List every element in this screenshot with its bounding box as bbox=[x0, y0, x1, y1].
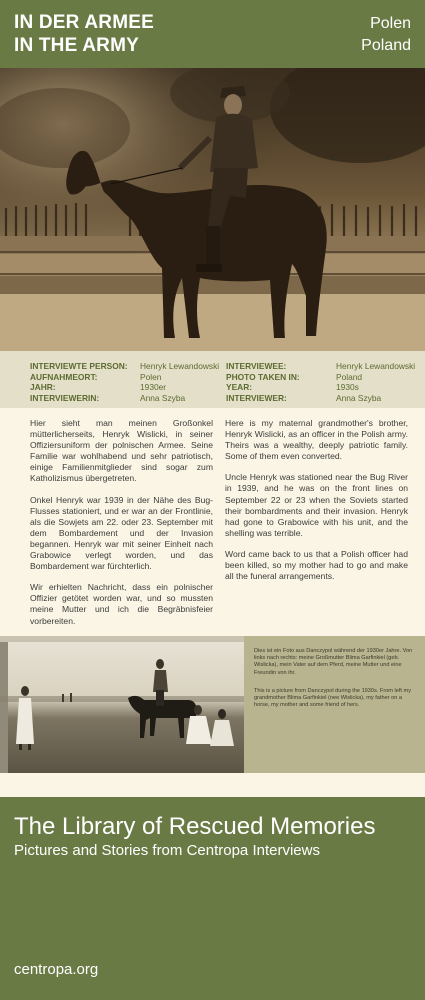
meta-row bbox=[226, 382, 415, 393]
meta-label: INTERVIEWTE PERSON: bbox=[30, 361, 128, 371]
meta-value: Poland bbox=[336, 371, 363, 382]
meta-label: INTERVIEWEE: bbox=[226, 361, 287, 371]
officer-on-horse-photo bbox=[0, 68, 425, 351]
meta-value: 1930s bbox=[336, 382, 359, 392]
story-paragraph: Onkel Henryk war 1939 in der Nähe des Bug-Flusses stationiert, und er war an der Frontlinie, als die Sowjets am 22. oder 23. September mit dem Bombardement und der Invasion begannen. Henryk war mit seiner Einheit nach Grabowice verlegt worden, und das Bombardement war fürchterlich. bbox=[30, 494, 213, 572]
meta-label: AUFNAHMEORT: bbox=[30, 371, 98, 382]
header-bar bbox=[0, 0, 425, 68]
site-link[interactable]: centropa.org bbox=[14, 961, 99, 978]
meta-value: Polen bbox=[140, 371, 162, 382]
metadata-english bbox=[226, 361, 415, 403]
meta-label: YEAR: bbox=[226, 382, 253, 392]
meta-row bbox=[226, 393, 415, 404]
meta-row bbox=[30, 393, 219, 404]
meta-value: Henryk Lewandowski bbox=[140, 361, 220, 371]
story-paragraph: Word came back to us that a Polish officer had been killed, so my mother had to go and make all the funeral arrangements. bbox=[225, 548, 408, 582]
meta-label: INTERVIEWERIN: bbox=[30, 392, 100, 403]
meta-value: 1930er bbox=[140, 382, 167, 392]
caption-english: This is a picture from Danczypol during the 1930s. From left my grandmother Blima Garfinkiel (nee Wislicka), my father on a horse, my mother and some friend of hers. bbox=[254, 688, 411, 709]
photo-caption bbox=[244, 636, 425, 773]
meta-label: INTERVIEWER: bbox=[226, 392, 287, 403]
family-field-photo bbox=[0, 636, 244, 773]
metadata-german bbox=[30, 361, 219, 403]
meta-row bbox=[30, 361, 219, 372]
page-title bbox=[14, 11, 154, 57]
meta-value: Anna Szyba bbox=[140, 392, 186, 403]
title-english: IN THE ARMY bbox=[14, 35, 139, 56]
library-subtitle: Pictures and Stories from Centropa Interviews bbox=[14, 842, 320, 859]
meta-row bbox=[30, 382, 219, 393]
meta-row bbox=[30, 372, 219, 383]
meta-row bbox=[226, 361, 415, 372]
story-paragraph: Wir erhielten Nachricht, dass ein polnischer Offizier getötet worden war, und so mussten meine Mutter und ich die Begräbnisfeier vorbereiten. bbox=[30, 582, 213, 626]
story-text bbox=[0, 408, 425, 636]
story-paragraph: Here is my maternal grandmother's brother, Henryk Wislicki, as an officer in the Polish army. Theirs was a wealthy, deeply patriotic family. Some of them even converted. bbox=[225, 418, 408, 462]
meta-row bbox=[226, 372, 415, 383]
meta-value: Henryk Lewandowski bbox=[336, 361, 416, 371]
caption-german: Dies ist ein Foto aus Danczypol während der 1930er Jahre. Von links nach rechts: meine Großmutter Blima Garfinkiel (geb. Wislicka), mein Vater auf dem Pferd, meine Mutter und eine Freundin von ihr. bbox=[254, 648, 413, 676]
interview-metadata bbox=[0, 351, 425, 408]
library-title: The Library of Rescued Memories bbox=[14, 813, 376, 840]
story-german bbox=[30, 418, 213, 637]
footer-banner bbox=[0, 797, 425, 1000]
meta-value: Anna Szyba bbox=[336, 392, 382, 403]
meta-label: PHOTO TAKEN IN: bbox=[226, 371, 300, 382]
story-english bbox=[225, 418, 408, 592]
meta-label: JAHR: bbox=[30, 382, 56, 392]
story-paragraph: Hier sieht man meinen Großonkel mütterlicherseits, Henryk Wislicki, in seiner Offiziersuniform der polnischen Armee. Seine Familie war wohlhabend und sehr patriotisch, einige Familienmitglieder sind sogar zum Katholizismus übergetreten. bbox=[30, 418, 213, 484]
country-label bbox=[361, 13, 411, 57]
title-german: IN DER ARMEE bbox=[14, 12, 154, 33]
divider-strip bbox=[0, 773, 425, 797]
country-german: Polen bbox=[370, 15, 411, 32]
country-english: Poland bbox=[361, 37, 411, 54]
story-paragraph: Uncle Henryk was stationed near the Bug River in 1939, and he was on the front lines on September 22 or 23 when the Soviets started their bombardments and their invasion. Henryk had gone to Grabowice with his unit, and the shelling was terrible. bbox=[225, 472, 408, 538]
